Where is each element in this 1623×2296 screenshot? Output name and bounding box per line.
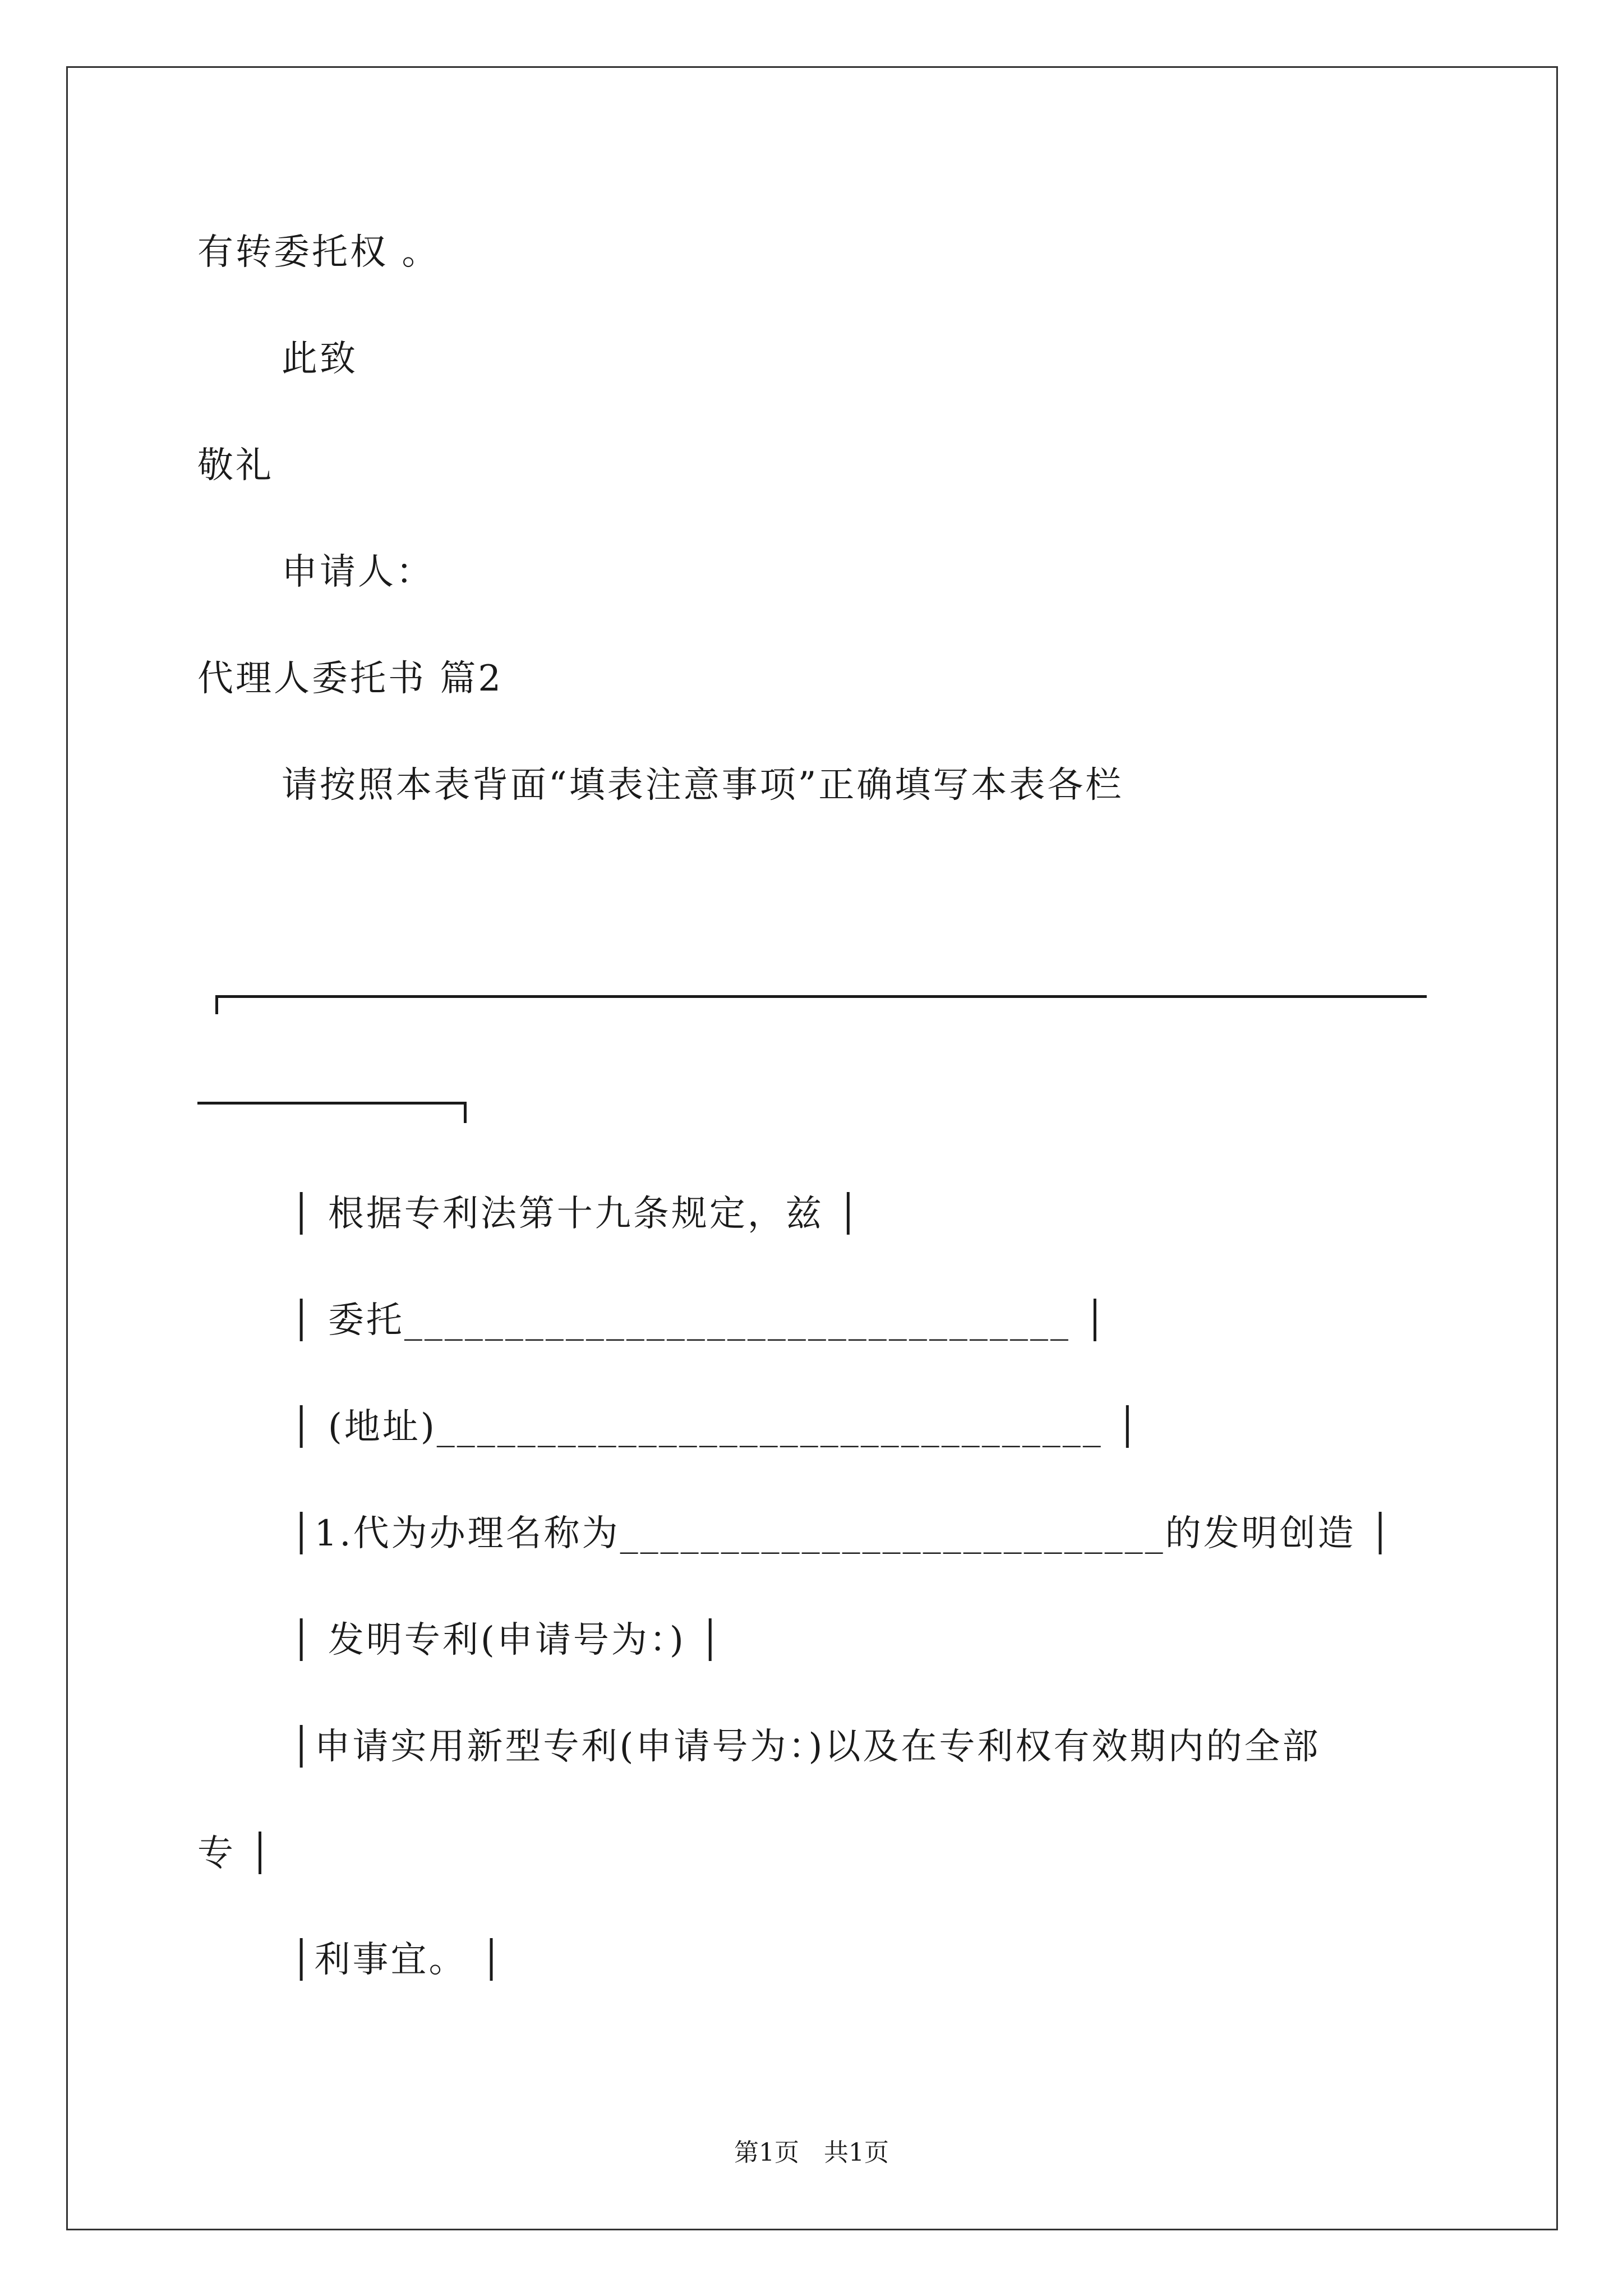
page-border [66, 66, 1558, 2230]
text-line-salutation: 敬礼 [197, 445, 274, 486]
text-line-greeting: 此致 [282, 338, 358, 380]
form-line-matters: │利事宜。 │ [291, 1939, 505, 1981]
form-line-continuation: 专 │ [197, 1833, 273, 1874]
form-line-address: │ (地址)_________________________________ │ [291, 1406, 1141, 1448]
text-line-instruction: 请按照本表背面“填表注意事项”正确填写本表各栏 [282, 765, 1124, 806]
table-top-rule [215, 995, 1427, 998]
section-heading: 代理人委托书 篇2 [197, 658, 504, 700]
form-line-invention-patent: │ 发明专利(申请号为：) │ [291, 1619, 723, 1661]
table-corner-top-left [215, 995, 218, 1014]
table-second-rule [197, 1102, 467, 1105]
form-line-invention-name: │1.代为办理名称为___________________________的发明创造 │ [291, 1513, 1394, 1554]
form-line-utility-model: │申请实用新型专利(申请号为：)以及在专利权有效期内的全部 [291, 1726, 1321, 1768]
text-line-applicant: 申请人： [282, 551, 434, 593]
table-corner-right [464, 1102, 467, 1123]
form-line-basis: │ 根据专利法第十九条规定，兹 │ [291, 1193, 861, 1235]
page-footer: 第1页 共1页 [734, 2138, 889, 2167]
text-line-authority: 有转委托权 。 [197, 232, 440, 273]
form-line-entrust: │ 委托_________________________________ │ [291, 1300, 1108, 1341]
